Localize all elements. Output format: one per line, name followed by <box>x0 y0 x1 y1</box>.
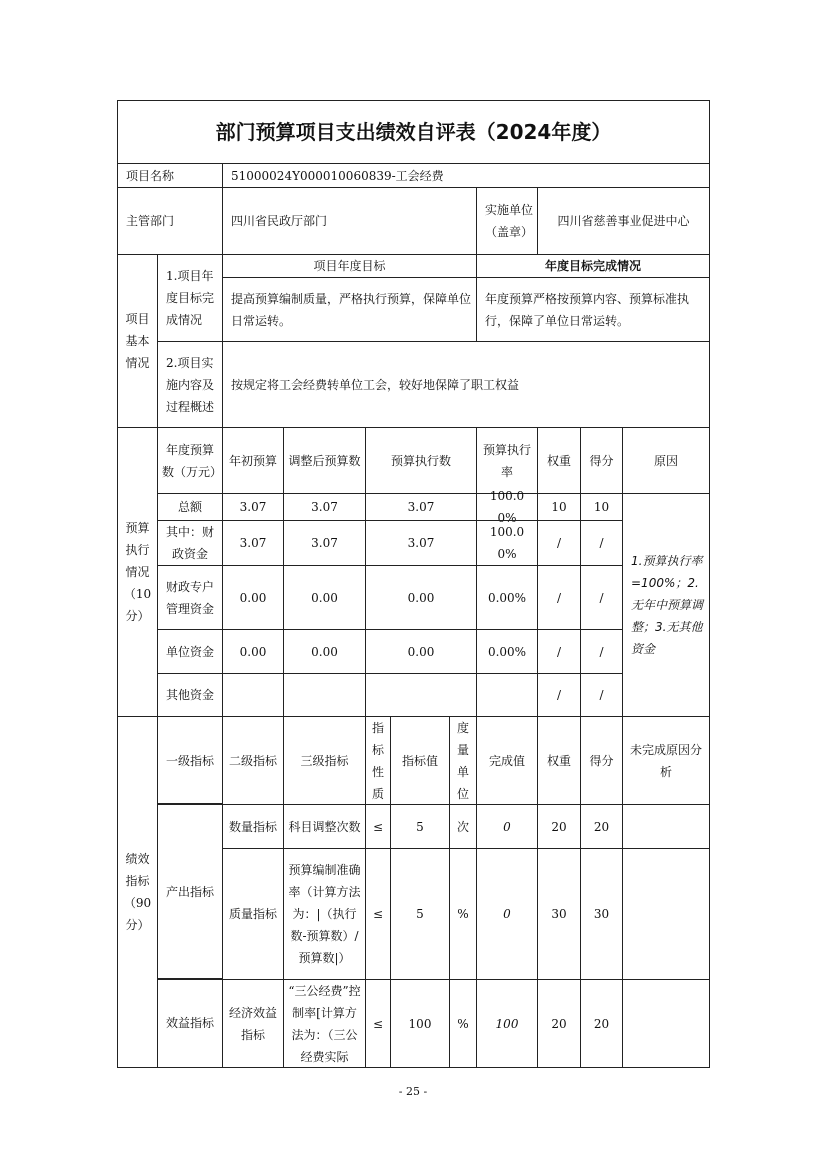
metric-cell <box>622 979 710 1068</box>
metric-header: 一级指标 <box>157 716 223 805</box>
budget-cell: 3.07 <box>283 520 366 566</box>
budget-header: 年度预算数（万元） <box>157 427 223 494</box>
impl-content: 按规定将工会经费转单位工会，较好地保障了职工权益 <box>222 341 710 428</box>
metric-header: 指标值 <box>390 716 450 805</box>
metric-header: 得分 <box>580 716 623 805</box>
budget-cell: 0.00% <box>476 565 538 630</box>
page-number: - 25 - <box>398 1085 428 1098</box>
metric-cell: 科目调整次数 <box>283 804 366 849</box>
budget-header: 年初预算 <box>222 427 284 494</box>
budget-cell: 3.07 <box>222 493 284 521</box>
budget-row-label: 其中：财政资金 <box>157 520 223 566</box>
metric-header: 未完成原因分析 <box>622 716 710 805</box>
budget-cell <box>222 673 284 717</box>
budget-cell <box>476 673 538 717</box>
impl-content-label: 2.项目实施内容及过程概述 <box>157 341 223 428</box>
budget-header: 原因 <box>622 427 710 494</box>
level1-benefit: 效益指标 <box>157 978 223 1068</box>
level1-output: 产出指标 <box>157 803 223 980</box>
metric-cell: 次 <box>449 804 477 849</box>
done-header: 年度目标完成情况 <box>476 254 710 278</box>
budget-header: 预算执行率 <box>476 427 538 494</box>
budget-cell: / <box>537 629 581 674</box>
project-name: 51000024Y000010060839-工会经费 <box>222 163 710 188</box>
budget-cell: 10 <box>580 493 623 521</box>
metric-header: 完成值 <box>476 716 538 805</box>
budget-header: 权重 <box>537 427 581 494</box>
metric-cell <box>622 804 710 849</box>
metric-cell: % <box>449 848 477 980</box>
metric-cell: 5 <box>390 848 450 980</box>
metric-cell: ≤ <box>365 848 391 980</box>
metric-header: 度量单位 <box>449 716 477 805</box>
budget-cell: 3.07 <box>222 520 284 566</box>
metric-cell: 预算编制准确率（计算方法为：|（执行数-预算数）/预算数|） <box>283 848 366 980</box>
metric-header: 指标性质 <box>365 716 391 805</box>
metric-cell: 30 <box>537 848 581 980</box>
metric-cell: 经济效益指标 <box>222 979 284 1068</box>
budget-cell: 0.00 <box>222 565 284 630</box>
budget-header: 调整后预算数 <box>283 427 366 494</box>
impl-unit-label: 实施单位（盖章） <box>476 187 538 255</box>
metric-header: 权重 <box>537 716 581 805</box>
metric-cell: 0 <box>476 848 538 980</box>
goal-header: 项目年度目标 <box>222 254 477 278</box>
metric-cell: ≤ <box>365 804 391 849</box>
impl-unit-value: 四川省慈善事业促进中心 <box>537 187 710 255</box>
metric-cell: 20 <box>537 979 581 1068</box>
metric-cell: 20 <box>580 979 623 1068</box>
metric-cell: 100 <box>476 979 538 1068</box>
metric-cell: 0 <box>476 804 538 849</box>
metric-cell: % <box>449 979 477 1068</box>
budget-row-label: 单位资金 <box>157 629 223 674</box>
metric-cell: 20 <box>580 804 623 849</box>
goal-label: 1.项目年度目标完成情况 <box>157 254 223 342</box>
table-title: 部门预算项目支出绩效自评表（2024年度） <box>117 100 710 164</box>
budget-row-label: 其他资金 <box>157 673 223 717</box>
dept-value: 四川省民政厅部门 <box>222 187 477 255</box>
budget-cell: 100.00% <box>476 520 538 566</box>
metric-cell: “三公经费”控制率[计算方法为：（三公经费实际 <box>283 979 366 1068</box>
metric-cell: 20 <box>537 804 581 849</box>
budget-cell <box>365 673 477 717</box>
budget-cell: 3.07 <box>365 520 477 566</box>
budget-cell: 3.07 <box>365 493 477 521</box>
metric-cell: 质量指标 <box>222 848 284 980</box>
budget-label: 预算执行情况（10分） <box>117 427 158 717</box>
budget-cell: / <box>580 673 623 717</box>
budget-cell: / <box>580 565 623 630</box>
budget-cell: / <box>537 673 581 717</box>
budget-cell: 0.00 <box>283 565 366 630</box>
budget-cell <box>283 673 366 717</box>
budget-reason: 1.预算执行率=100%；2.无年中预算调整；3.无其他资金 <box>622 493 710 717</box>
metric-cell: ≤ <box>365 979 391 1068</box>
budget-header: 得分 <box>580 427 623 494</box>
budget-row-label: 总额 <box>157 493 223 521</box>
metric-cell: 数量指标 <box>222 804 284 849</box>
budget-cell: 0.00 <box>222 629 284 674</box>
budget-cell: 0.00 <box>365 565 477 630</box>
metrics-label: 绩效指标（90分） <box>117 716 158 1068</box>
dept-label: 主管部门 <box>117 187 223 255</box>
metric-cell: 30 <box>580 848 623 980</box>
budget-cell: / <box>580 629 623 674</box>
metric-header: 二级指标 <box>222 716 284 805</box>
budget-row-label: 财政专户管理资金 <box>157 565 223 630</box>
budget-cell: 10 <box>537 493 581 521</box>
metric-cell: 5 <box>390 804 450 849</box>
done-text: 年度预算严格按预算内容、预算标准执行，保障了单位日常运转。 <box>476 277 710 342</box>
budget-cell: 0.00 <box>283 629 366 674</box>
metric-cell: 100 <box>390 979 450 1068</box>
basic-info-label: 项目基本情况 <box>117 254 158 428</box>
budget-cell: / <box>580 520 623 566</box>
budget-header: 预算执行数 <box>365 427 477 494</box>
budget-cell: / <box>537 520 581 566</box>
project-name-label: 项目名称 <box>117 163 223 188</box>
budget-cell: 100.00% <box>476 493 538 521</box>
goal-text: 提高预算编制质量，严格执行预算，保障单位日常运转。 <box>222 277 477 342</box>
budget-cell: 0.00 <box>365 629 477 674</box>
budget-cell: 0.00% <box>476 629 538 674</box>
metric-header: 三级指标 <box>283 716 366 805</box>
metric-cell <box>622 848 710 980</box>
budget-cell: / <box>537 565 581 630</box>
budget-cell: 3.07 <box>283 493 366 521</box>
